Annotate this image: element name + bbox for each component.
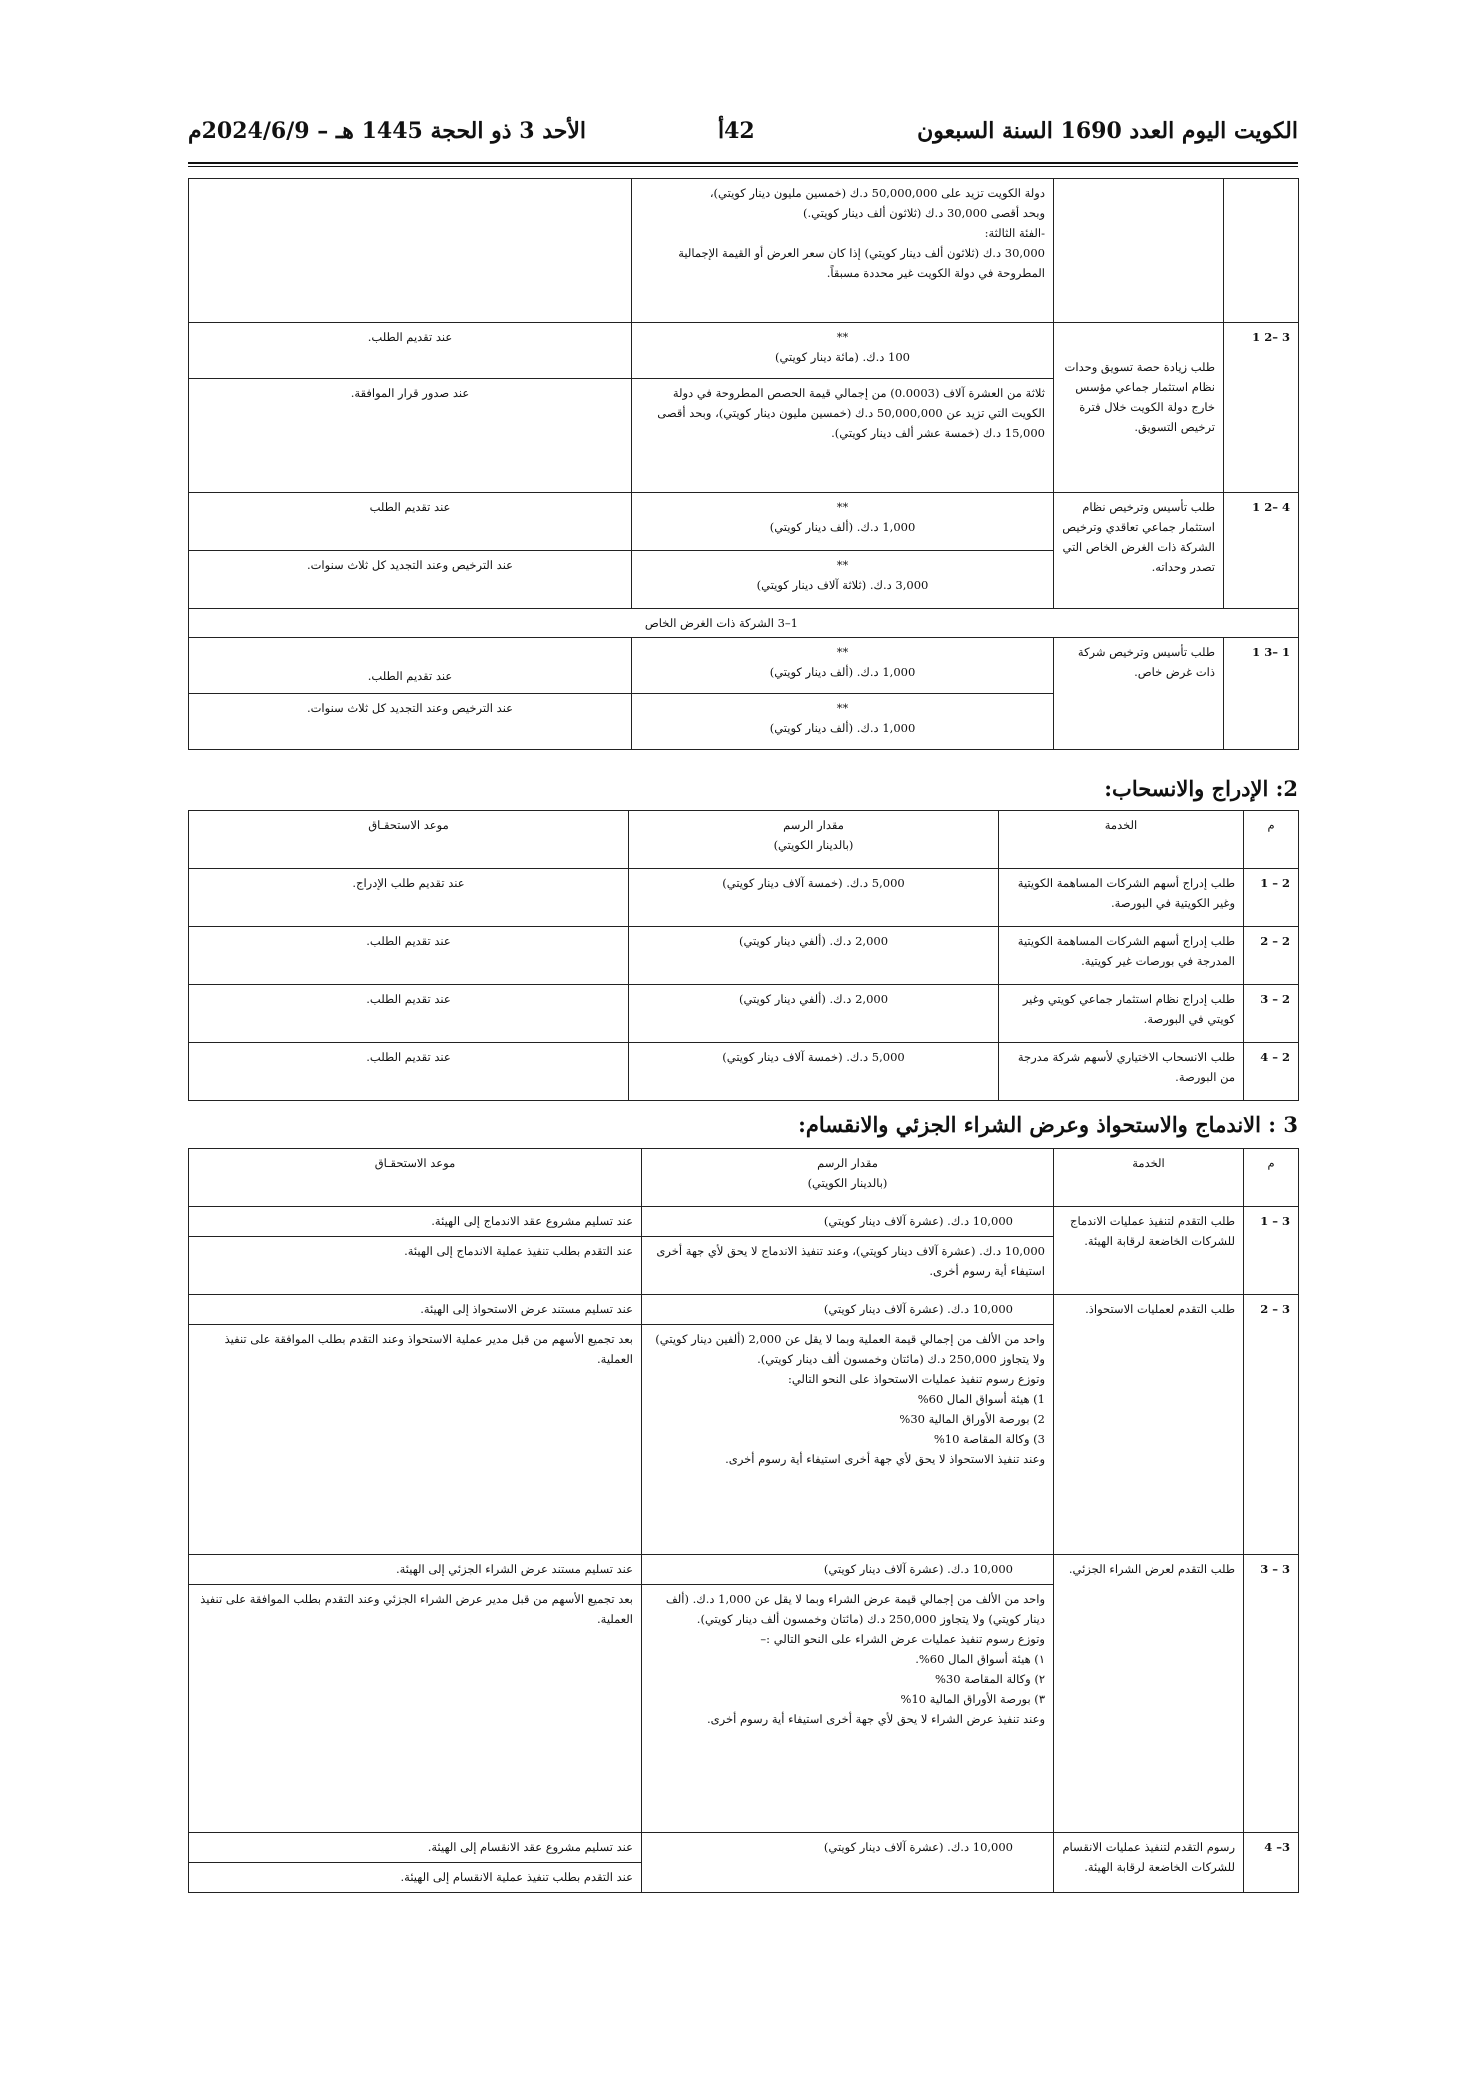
due-cell: عند التقدم بطلب تنفيذ عملية الانقسام إلى الهيئة. [189, 1863, 642, 1893]
service-cell: طلب التقدم لتنفيذ عمليات الاندماج للشركات الخاضعة لرقابة الهيئة. [1054, 1207, 1244, 1295]
service-cell: طلب تأسيس وترخيص شركة ذات غرض خاص. [1054, 638, 1224, 750]
gazette-title: الكويت اليوم العدد 1690 السنة السبعون [917, 118, 1298, 144]
service-cell: رسوم التقدم لتنفيذ عمليات الانقسام للشركات الخاضعة لرقابة الهيئة. [1054, 1833, 1244, 1893]
col-header-service: الخدمة [1054, 1149, 1244, 1207]
fee-text: 1,000 د.ك. (ألف دينار كويتي) [769, 721, 916, 735]
col-header-due: موعد الاستحقـاق [189, 811, 629, 869]
due-cell: عند الترخيص وعند التجديد كل ثلاث سنوات. [189, 694, 632, 750]
section-2-title: 2: الإدراج والانسحاب: [1104, 776, 1298, 801]
due-cell: عند صدور قرار الموافقة. [189, 379, 632, 493]
fee-cell: 2,000 د.ك. (ألفي دينار كويتي) [629, 927, 999, 985]
service-cell: طلب إدراج نظام استثمار جماعي كويتي وغير كويتي في البورصة. [999, 985, 1244, 1043]
fees-table-continued [188, 178, 1299, 750]
due-cell: عند تقديم الطلب. [189, 985, 629, 1043]
fee-cell: واحد من الألف من إجمالي قيمة عرض الشراء وبما لا يقل عن 1,000 د.ك. (ألف دينار كويتي) ولا يتجاوز 250,000 د.ك (مائتان وخمسون ألف دينار كويتي). وتوزع رسوم تنفيذ عمليات عرض الشراء على النحو التالي :– ١) هيئة أسواق المال 60%. ٢) وكالة المقاصة 30% ٣) بورصة الأوراق المالية 10% وعند تنفيذ عرض الشراء لا يحق لأي جهة أخرى استيفاء أية رسوم أخرى. [642, 1585, 1054, 1833]
header-rule [188, 162, 1298, 164]
fee-cell: 5,000 د.ك. (خمسة آلاف دينار كويتي) [629, 1043, 999, 1101]
service-cell: طلب التقدم لعرض الشراء الجزئي. [1054, 1555, 1244, 1833]
row-number: 3– 4 [1244, 1833, 1299, 1893]
due-cell: بعد تجميع الأسهم من قبل مدير عملية الاستحواذ وعند التقدم بطلب الموافقة على تنفيذ العملية. [189, 1325, 642, 1555]
merger-acquisition-table [188, 1148, 1299, 1893]
fee-cell: 10,000 د.ك. (عشرة آلاف دينار كويتي) [642, 1555, 1054, 1585]
stars: ** [836, 330, 849, 344]
page-header [188, 118, 1298, 154]
fee-text: 1,000 د.ك. (ألف دينار كويتي) [769, 520, 916, 534]
due-cell: عند تسليم مشروع عقد الانقسام إلى الهيئة. [189, 1833, 642, 1863]
due-cell: عند تقديم الطلب. [189, 927, 629, 985]
fee-cell: 2,000 د.ك. (ألفي دينار كويتي) [629, 985, 999, 1043]
row-number: 1 –3 1 [1224, 638, 1299, 750]
fee-cell: 10,000 د.ك. (عشرة آلاف دينار كويتي) [642, 1295, 1054, 1325]
row-number: 2 – 3 [1244, 985, 1299, 1043]
due-cell: عند تسليم مستند عرض الشراء الجزئي إلى الهيئة. [189, 1555, 642, 1585]
fee-cell [632, 323, 1054, 379]
col-header-fee: مقدار الرسم (بالدينار الكويتي) [642, 1149, 1054, 1207]
fee-cell: 10,000 د.ك. (عشرة آلاف دينار كويتي)، وعند تنفيذ الاندماج لا يحق لأي جهة أخرى استيفاء أية رسوم أخرى. [642, 1237, 1054, 1295]
fee-text: 3,000 د.ك. (ثلاثة آلاف دينار كويتي) [756, 578, 929, 592]
stars: ** [836, 500, 849, 514]
table-cell [1224, 179, 1299, 323]
fee-cell: 10,000 د.ك. (عشرة آلاف دينار كويتي) [642, 1207, 1054, 1237]
col-header-num: م [1244, 1149, 1299, 1207]
due-cell: عند تقديم الطلب [189, 493, 632, 551]
fee-cell [632, 638, 1054, 694]
fee-cell [632, 551, 1054, 609]
row-number: 2 – 4 [1244, 1043, 1299, 1101]
row-number: 3 – 3 [1244, 1555, 1299, 1833]
col-header-fee: مقدار الرسم (بالدينار الكويتي) [629, 811, 999, 869]
stars: ** [836, 645, 849, 659]
due-cell: عند تقديم الطلب. [189, 1043, 629, 1101]
fee-cell: دولة الكويت تزيد على 50,000,000 د.ك (خمسين مليون دينار كويتي)، وبحد أقصى 30,000 د.ك (ثلاثون ألف دينار كويتي.) -الفئة الثالثة: 30,000 د.ك (ثلاثون ألف دينار كويتي) إذا كان سعر العرض أو القيمة الإجمالية المطروحة في دولة الكويت غير محددة مسبقاً. [632, 179, 1054, 323]
due-cell: عند الترخيص وعند التجديد كل ثلاث سنوات. [189, 551, 632, 609]
fee-text: 1,000 د.ك. (ألف دينار كويتي) [769, 665, 916, 679]
row-number: 2 – 2 [1244, 927, 1299, 985]
fee-cell: 5,000 د.ك. (خمسة آلاف دينار كويتي) [629, 869, 999, 927]
service-cell: طلب زيادة حصة تسويق وحدات نظام استثمار جماعي مؤسس خارج دولة الكويت خلال فترة ترخيص التسويق. [1054, 323, 1224, 493]
issue-date: الأحد 3 ذو الحجة 1445 هـ – 2024/6/9م [188, 118, 587, 144]
due-cell: بعد تجميع الأسهم من قبل مدير عرض الشراء الجزئي وعند التقدم بطلب الموافقة على تنفيذ العملية. [189, 1585, 642, 1833]
fee-cell [632, 694, 1054, 750]
service-cell: طلب تأسيس وترخيص نظام استثمار جماعي تعاقدي وترخيص الشركة ذات الغرض الخاص التي تصدر وحداته. [1054, 493, 1224, 609]
stars: ** [836, 701, 849, 715]
fee-cell: ثلاثة من العشرة آلاف (0.0003) من إجمالي قيمة الحصص المطروحة في دولة الكويت التي تزيد عن 50,000,000 د.ك (خمسين مليون دينار كويتي)، وبحد أقصى 15,000 د.ك (خمسة عشر ألف دينار كويتي). [632, 379, 1054, 493]
col-header-num: م [1244, 811, 1299, 869]
row-number: 3 – 1 [1244, 1207, 1299, 1295]
row-number: 3 – 2 [1244, 1295, 1299, 1555]
fee-text: 100 د.ك. (مائة دينار كويتي) [774, 350, 910, 364]
due-cell: عند تسليم مشروع عقد الاندماج إلى الهيئة. [189, 1207, 642, 1237]
service-cell: طلب إدراج أسهم الشركات المساهمة الكويتية المدرجة في بورصات غير كويتية. [999, 927, 1244, 985]
due-cell: عند تقديم الطلب. [189, 323, 632, 379]
due-cell: عند تقديم الطلب. [189, 638, 632, 694]
table-cell [1054, 179, 1224, 323]
col-header-due: موعد الاستحقـاق [189, 1149, 642, 1207]
due-cell: عند تقديم طلب الإدراج. [189, 869, 629, 927]
row-number: 3 –2 1 [1224, 323, 1299, 493]
fee-cell [632, 493, 1054, 551]
service-cell: طلب الانسحاب الاختياري لأسهم شركة مدرجة من البورصة. [999, 1043, 1244, 1101]
due-cell: عند تسليم مستند عرض الاستحواذ إلى الهيئة. [189, 1295, 642, 1325]
col-header-service: الخدمة [999, 811, 1244, 869]
listing-withdrawal-table [188, 810, 1299, 1101]
page-number: 42أ [718, 118, 755, 144]
due-cell: عند التقدم بطلب تنفيذ عملية الاندماج إلى الهيئة. [189, 1237, 642, 1295]
fee-cell: 10,000 د.ك. (عشرة آلاف دينار كويتي) [642, 1833, 1054, 1893]
row-number: 4 –2 1 [1224, 493, 1299, 609]
fee-cell: واحد من الألف من إجمالي قيمة العملية وبما لا يقل عن 2,000 (ألفين دينار كويتي) ولا يتجاوز 250,000 د.ك (مائتان وخمسون ألف دينار كويتي). وتوزع رسوم تنفيذ عمليات الاستحواذ على النحو التالي: 1) هيئة أسواق المال 60% 2) بورصة الأوراق المالية 30% 3) وكالة المقاصة 10% وعند تنفيذ الاستحواذ لا يحق لأي جهة أخرى استيفاء أية رسوم أخرى. [642, 1325, 1054, 1555]
section-3-title: 3 : الاندماج والاستحواذ وعرض الشراء الجزئي والانقسام: [798, 1112, 1298, 1137]
table-cell [189, 179, 632, 323]
section-row: 1–3 الشركة ذات الغرض الخاص [189, 609, 1299, 638]
stars: ** [836, 558, 849, 572]
row-number: 2 – 1 [1244, 869, 1299, 927]
service-cell: طلب التقدم لعمليات الاستحواذ. [1054, 1295, 1244, 1555]
header-rule-thin [188, 166, 1298, 167]
service-cell: طلب إدراج أسهم الشركات المساهمة الكويتية وغير الكويتية في البورصة. [999, 869, 1244, 927]
